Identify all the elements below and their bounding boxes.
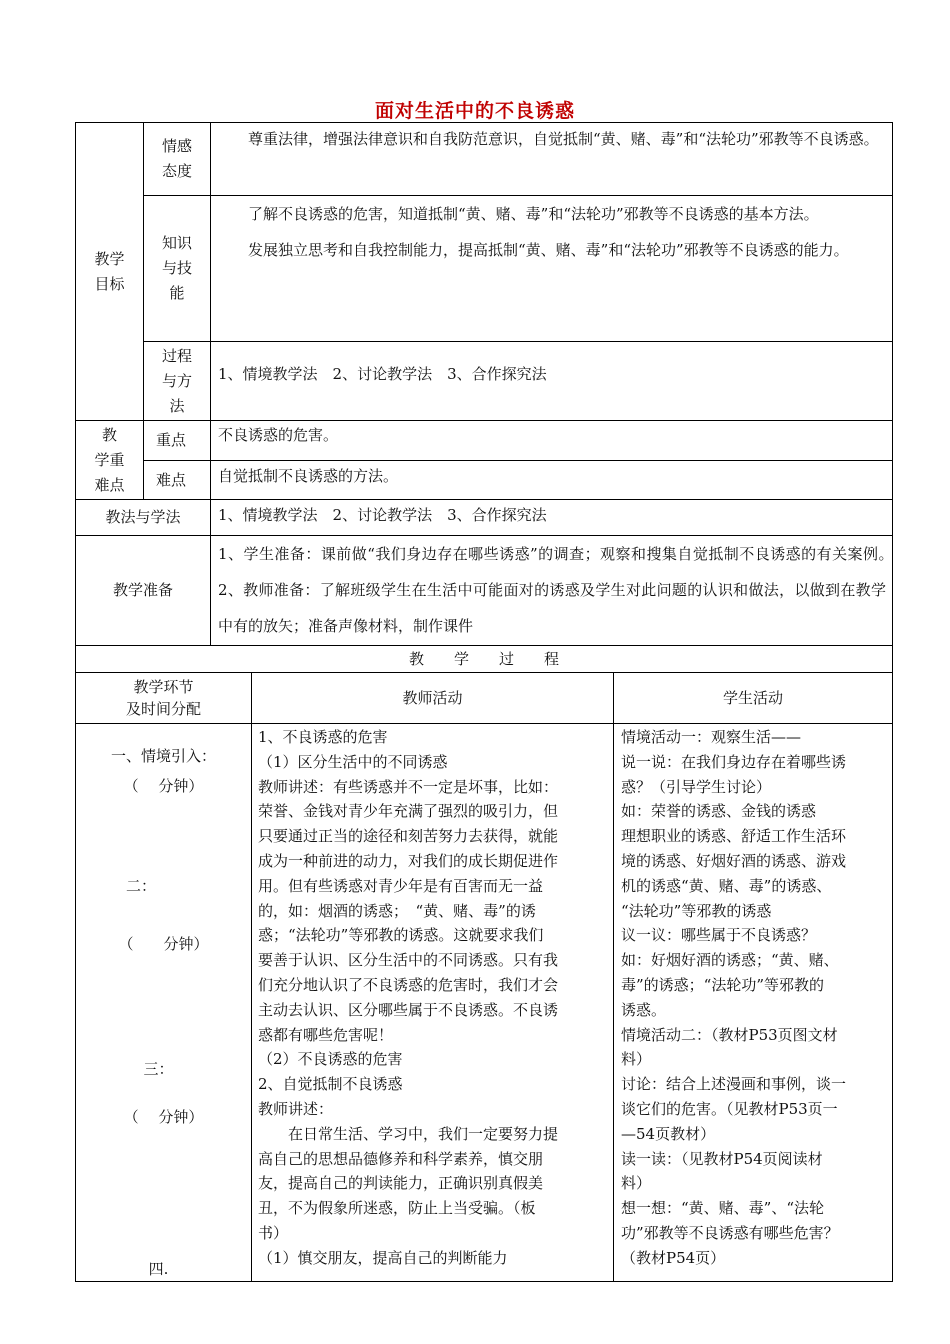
student-line: 毒”的诱惑；“法轮功”等邪教的 <box>621 975 825 994</box>
stage-3-time: （ 分钟） <box>123 1108 204 1126</box>
teacher-line: 丑，不为假象所迷惑，防止上当受骗。（板 <box>258 1199 536 1218</box>
knowledge-label-line: 知识 <box>161 234 192 252</box>
student-line: 议一议：哪些属于不良诱惑？ <box>621 926 817 945</box>
knowledge-paragraph-1: 了解不良诱惑的危害，知道抵制“黄、赌、毒”和“法轮功”邪教等不良诱惑的基本方法。 <box>248 205 819 223</box>
student-line: 惑？（引导学生讨论） <box>621 777 772 796</box>
knowledge-label <box>144 196 210 341</box>
teacher-line: 高自己的思想品德修养和科学素养，慎交朋 <box>258 1149 544 1168</box>
stage-header-line: 教学环节 <box>133 678 194 696</box>
focus-label-line: 难点 <box>94 475 125 494</box>
student-line: “法轮功”等邪教的诱惑 <box>621 901 772 920</box>
focus-label-line: 教 <box>101 425 117 444</box>
emotion-text <box>218 124 886 194</box>
methods-label: 教法与学法 <box>105 508 181 526</box>
process-label-line: 过程 <box>161 346 192 365</box>
process-label-line: 与方 <box>161 371 192 390</box>
student-line: 情境活动一：观察生活—— <box>621 728 802 746</box>
student-line: 如：荣誉的诱惑、金钱的诱惑 <box>621 802 817 821</box>
student-line: 料） <box>621 1050 652 1069</box>
focus-label <box>76 421 143 499</box>
row-divider <box>75 723 893 724</box>
stage-header-line: 及时间分配 <box>125 700 201 718</box>
teacher-line: 惑都有哪些危害呢！ <box>258 1025 394 1044</box>
knowledge-label-line: 与技 <box>161 259 192 277</box>
student-line: —54页教材） <box>621 1124 716 1143</box>
focus-label-line: 学重 <box>94 450 125 469</box>
stage-2: 二： <box>125 877 156 895</box>
student-column-header: 学生活动 <box>722 688 783 707</box>
row-divider <box>143 341 893 342</box>
emotion-label-line: 态度 <box>161 162 192 180</box>
stage-1: 一、情境引入： <box>110 747 216 765</box>
teacher-line: 荣誉、金钱对青少年充满了强烈的吸引力，但 <box>258 802 559 821</box>
student-line: （教材P54页） <box>621 1248 726 1267</box>
difficulty-label: 难点 <box>155 470 186 489</box>
col-divider <box>210 122 211 499</box>
stage-column-header <box>76 673 251 723</box>
teacher-column-header: 教师活动 <box>402 688 463 707</box>
teacher-activity <box>258 725 610 1271</box>
key-point-label: 重点 <box>155 431 186 449</box>
student-line: 情境活动二：（教材P53页图文材 <box>621 1025 838 1044</box>
teacher-line: 惑；“法轮功”等邪教的诱惑。这就要求我们 <box>258 926 544 945</box>
student-line: 读一读：（见教材P54页阅读材 <box>621 1149 823 1168</box>
emotion-paragraph: 尊重法律，增强法律意识和自我防范意识，自觉抵制“黄、赌、毒”和“法轮功”邪教等不良诱惑。 <box>248 130 879 148</box>
emotion-label <box>144 123 210 195</box>
student-line: 理想职业的诱惑、舒适工作生活环 <box>621 827 847 846</box>
teacher-line: 1、不良诱惑的危害 <box>258 728 388 746</box>
process-method-label <box>144 342 210 420</box>
teacher-line: 教师讲述：有些诱惑并不一定是坏事，比如： <box>258 777 559 796</box>
student-line: 境的诱惑、好烟好酒的诱惑、游戏 <box>621 851 847 870</box>
prep-label: 教学准备 <box>112 581 173 599</box>
page-title: 面对生活中的不良诱惑 <box>374 100 575 122</box>
objectives-label <box>76 123 143 420</box>
process-label-line: 法 <box>169 396 185 415</box>
teacher-line: 书） <box>258 1223 289 1242</box>
student-line: 谈它们的危害。（见教材P53页一 <box>621 1099 838 1118</box>
student-line: 机的诱惑“黄、赌、毒”的诱惑、 <box>621 876 832 895</box>
teacher-line: 在日常生活、学习中，我们一定要努力提 <box>258 1124 559 1143</box>
knowledge-paragraph-2: 发展独立思考和自我控制能力，提高抵制“黄、赌、毒”和“法轮功”邪教等不良诱惑的能力。 <box>248 241 849 259</box>
knowledge-text <box>218 196 886 341</box>
emotion-label-line: 情感 <box>161 137 192 155</box>
teacher-line: 的，如：烟酒的诱惑； “黄、赌、毒”的诱 <box>258 901 536 920</box>
key-point-text: 不良诱惑的危害。 <box>218 426 339 444</box>
teacher-line: 要善于认识、区分生活中的不同诱惑。只有我 <box>258 951 559 970</box>
student-line: 如：好烟好酒的诱惑；“黄、赌、 <box>621 951 839 970</box>
process-method-text: 1、情境教学法 2、讨论教学法 3、合作探究法 <box>218 365 547 383</box>
stage-3: 三： <box>143 1060 174 1078</box>
objectives-label-line: 教学 <box>94 249 125 268</box>
student-line: 说一说：在我们身边存在着哪些诱 <box>621 752 847 771</box>
methods-text: 1、情境教学法 2、讨论教学法 3、合作探究法 <box>218 506 547 524</box>
difficulty-text: 自觉抵制不良诱惑的方法。 <box>218 467 399 485</box>
student-line: 功”邪教等不良诱惑有哪些危害？ <box>621 1223 839 1242</box>
teacher-line: 只要通过正当的途径和刻苦努力去获得，就能 <box>258 827 559 846</box>
process-header: 教 学 过 程 <box>408 649 559 668</box>
col-divider <box>613 672 614 1282</box>
col-divider <box>210 499 211 645</box>
stage-2-time: （ 分钟） <box>118 935 209 953</box>
student-activity <box>621 725 889 1271</box>
student-line: 讨论：结合上述漫画和事例，谈一 <box>621 1075 847 1094</box>
teacher-line: 2、自觉抵制不良诱惑 <box>258 1075 403 1094</box>
student-line: 诱惑。 <box>621 1000 667 1019</box>
student-line: 料） <box>621 1174 652 1193</box>
teacher-line: （1）慎交朋友，提高自己的判断能力 <box>258 1248 508 1267</box>
teacher-line: （1）区分生活中的不同诱惑 <box>258 752 448 771</box>
objectives-label-line: 目标 <box>94 274 125 293</box>
teacher-line: 用。但有些诱惑对青少年是有百害而无一益 <box>258 876 544 895</box>
teacher-line: 们充分地认识了不良诱惑的危害时，我们才会 <box>258 975 559 994</box>
teacher-line: 成为一种前进的动力，对我们的成长期促进作 <box>258 851 559 870</box>
student-line: 想一想：“黄、赌、毒”、“法轮 <box>621 1199 825 1218</box>
knowledge-label-line: 能 <box>169 284 185 302</box>
row-divider <box>143 460 893 461</box>
teacher-line: 教师讲述： <box>258 1099 334 1118</box>
stage-4: 四. <box>148 1260 169 1278</box>
teacher-line: 主动去认识、区分哪些属于不良诱惑。不良诱 <box>258 1000 559 1019</box>
col-divider <box>251 672 252 1282</box>
prep-text: 1、学生准备：课前做“我们身边存在哪些诱惑”的调查；观察和搜集自觉抵制不良诱惑的有关案例。 2、教师准备：了解班级学生在生活中可能面对的诱惑及学生对此问题的认识和做法，以做到在教学中有的放矢；准备声像材料，制作课件 <box>218 545 902 635</box>
teacher-line: 友，提高自己的判读能力，正确识别真假美 <box>258 1174 544 1193</box>
stage-1-time: （ 分钟） <box>123 777 204 795</box>
teacher-line: （2）不良诱惑的危害 <box>258 1050 403 1069</box>
